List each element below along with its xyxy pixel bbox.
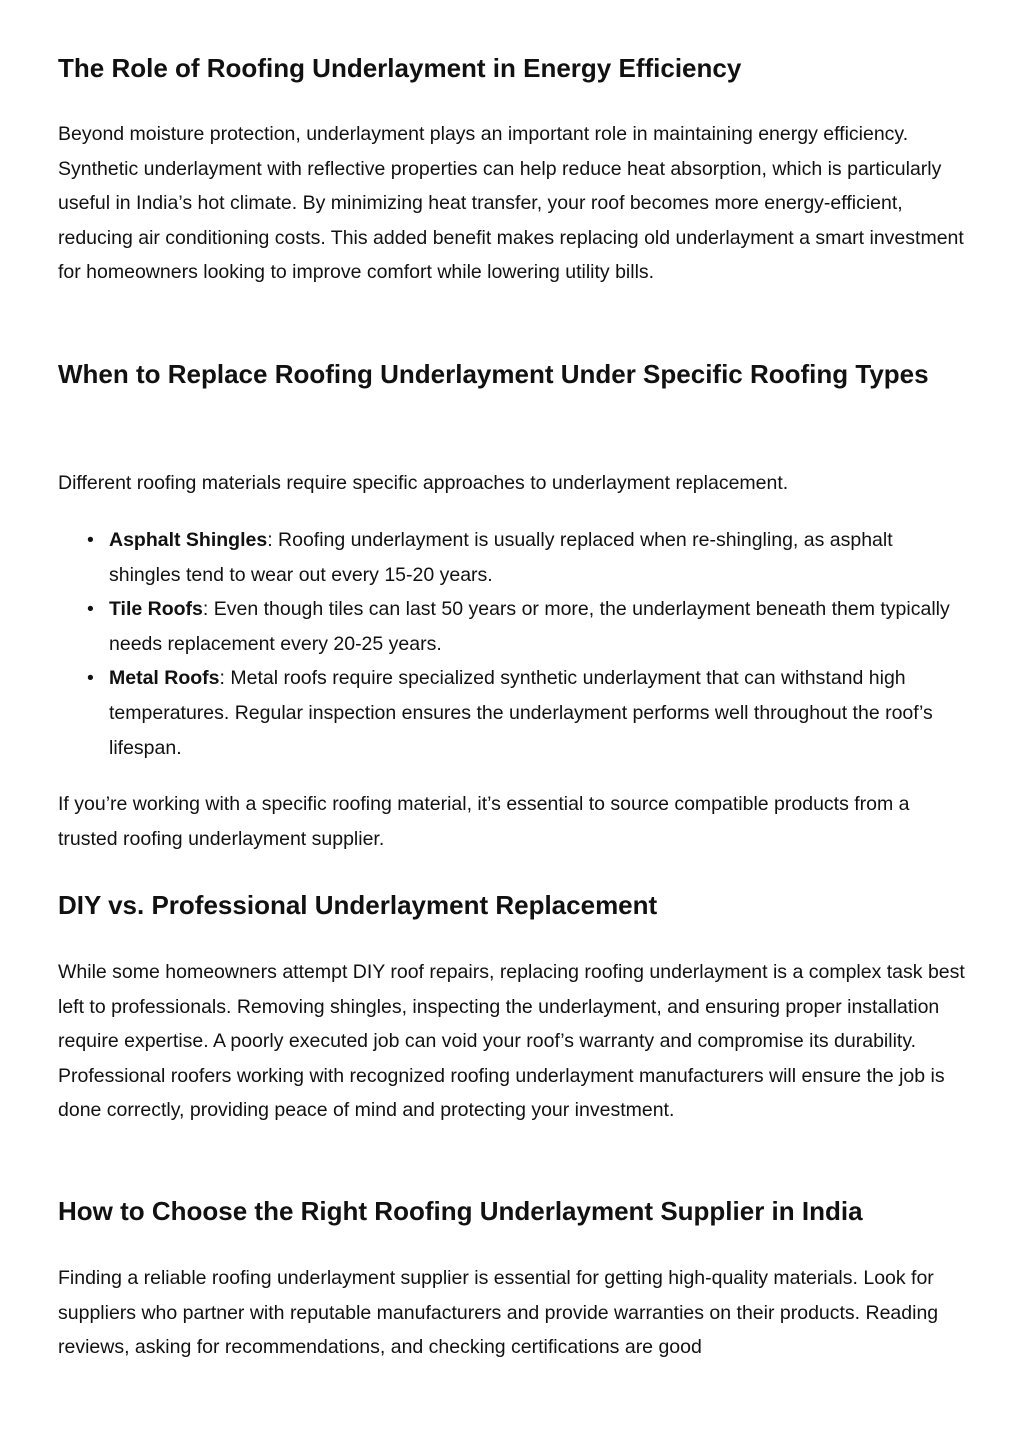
roofing-types-list bbox=[58, 523, 966, 765]
list-item-text: : Metal roofs require specialized synthetic underlayment that can withstand high temperatures. Regular inspection ensures the underlayment performs well throughout the roof’s lifespan. bbox=[109, 667, 933, 759]
list-item-text: : Roofing underlayment is usually replaced when re-shingling, as asphalt shingles tend to wear out every 15-20 years. bbox=[109, 529, 893, 586]
list-item bbox=[87, 592, 966, 661]
section-heading-diy-vs-professional: DIY vs. Professional Underlayment Replacement bbox=[58, 890, 658, 920]
section-heading-roofing-types: When to Replace Roofing Underlayment Under Specific Roofing Types bbox=[58, 359, 929, 389]
paragraph-energy-efficiency: Beyond moisture protection, underlayment plays an important role in maintaining energy efficiency. Synthetic underlayment with reflective properties can help reduce heat absorption, which is particularly useful in India’s hot climate. By minimizing heat transfer, your roof becomes more energy-efficient, reducing air conditioning costs. This added benefit makes replacing old underlayment a smart investment for homeowners looking to improve comfort while lowering utility bills. bbox=[58, 123, 964, 284]
section-heading-choose-supplier: How to Choose the Right Roofing Underlayment Supplier in India bbox=[58, 1196, 863, 1226]
paragraph-diy-vs-professional: While some homeowners attempt DIY roof repairs, replacing roofing underlayment is a complex task best left to professionals. Removing shingles, inspecting the underlayment, and ensuring proper installation require expertise. A poorly executed job can void your roof’s warranty and compromise its durability. Professional roofers working with recognized roofing underlayment manufacturers will ensure the job is done correctly, providing peace of mind and protecting your investment. bbox=[58, 961, 965, 1122]
paragraph-choose-supplier: Finding a reliable roofing underlayment supplier is essential for getting high-quality materials. Look for suppliers who partner with reputable manufacturers and provide warranties on their products. Reading reviews, asking for recommendations, and checking certifications are good bbox=[58, 1267, 939, 1359]
paragraph-roofing-types-intro: Different roofing materials require specific approaches to underlayment replacement. bbox=[58, 472, 789, 494]
section-heading-energy-efficiency: The Role of Roofing Underlayment in Energy Efficiency bbox=[58, 53, 742, 83]
list-item-text: : Even though tiles can last 50 years or more, the underlayment beneath them typically needs replacement every 20-25 years. bbox=[109, 598, 950, 655]
list-item bbox=[87, 523, 966, 592]
list-item bbox=[87, 661, 966, 765]
list-item-term: Metal Roofs bbox=[109, 667, 220, 690]
list-item-term: Asphalt Shingles bbox=[109, 529, 268, 551]
bullet-icon: • bbox=[87, 529, 94, 551]
bullet-icon: • bbox=[87, 667, 94, 690]
paragraph-roofing-types-outro: If you’re working with a specific roofing material, it’s essential to source compatible products from a trusted roofing underlayment supplier. bbox=[58, 793, 910, 850]
bullet-icon: • bbox=[87, 598, 94, 621]
list-item-term: Tile Roofs bbox=[109, 598, 203, 621]
